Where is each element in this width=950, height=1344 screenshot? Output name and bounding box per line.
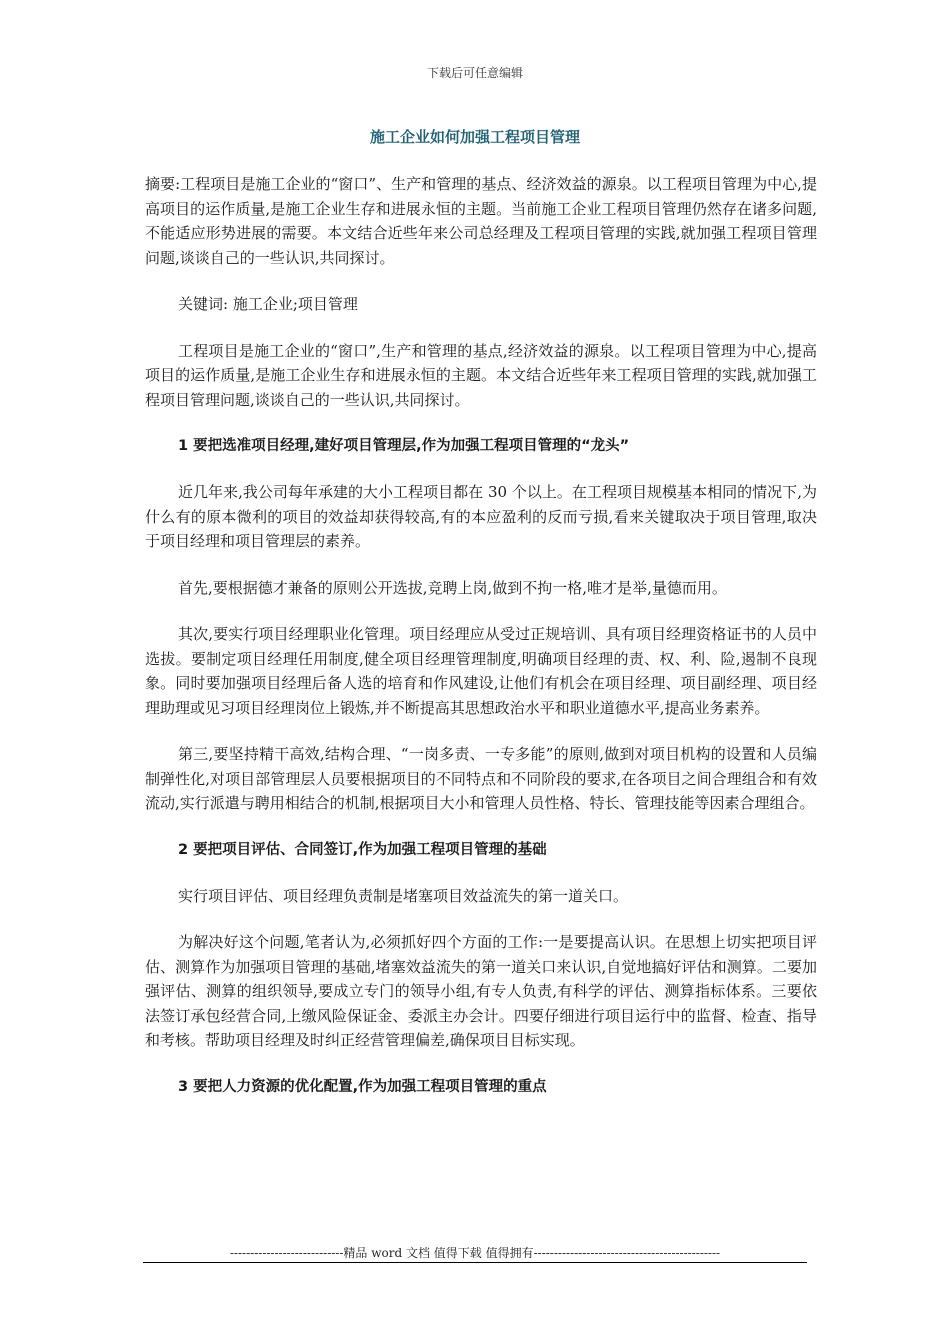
keywords-line: 关键词: 施工企业;项目管理 xyxy=(178,295,358,313)
section-2-paragraph-1: 实行项目评估、项目经理负责制是堵塞项目效益流失的第一道关口。 xyxy=(178,886,629,905)
intro-paragraph: 工程项目是施工企业的“窗口”,生产和管理的基点,经济效益的源泉。以工程项目管理为中心,提高项目的运作质量,是施工企业生存和进展永恒的主题。本文结合近些年来工程项目管理的实践,就加强工程项目管理问题,谈谈自己的一些认识,共同探讨。 xyxy=(145,341,817,409)
document-body xyxy=(145,172,817,1121)
section-1-heading: 1 要把选准项目经理,建好项目管理层,作为加强工程项目管理的“龙头” xyxy=(178,438,630,454)
document-title: 施工企业如何加强工程项目管理 xyxy=(369,128,580,146)
abstract-paragraph: 摘要:工程项目是施工企业的“窗口”、生产和管理的基点、经济效益的源泉。以工程项目管理为中心,提高项目的运作质量,是施工企业生存和进展永恒的主题。当前施工企业工程项目管理仍然存在诸多问题,不能适应形势进展的需要。本文结合近些年来公司总经理及工程项目管理的实践,就加强工程项目管理问题,谈谈自己的一些认识,共同探讨。 xyxy=(145,175,817,267)
header-note: 下载后可任意编辑 xyxy=(426,66,523,80)
section-2-paragraph-2: 为解决好这个问题,笔者认为,必须抓好四个方面的工作:一是要提高认识。在思想上切实把项目评估、测算作为加强项目管理的基础,堵塞效益流失的第一道关口来认识,自觉地搞好评估和测算。二要加强评估、测算的组织领导,要成立专门的领导小组,有专人负责,有科学的评估、测算指标体系。三要依法签订承包经营合同,上缴风险保证金、委派主办会计。四要仔细进行项目运行中的监督、检查、指导和考核。帮助项目经理及时纠正经营管理偏差,确保项目目标实现。 xyxy=(145,933,817,1049)
section-2-heading: 2 要把项目评估、合同签订,作为加强工程项目管理的基础 xyxy=(178,841,547,858)
section-1-paragraph-2: 首先,要根据德才兼备的原则公开选拔,竞聘上岗,做到不拘一格,唯才是举,量德而用。 xyxy=(178,578,727,597)
section-1-paragraph-3: 其次,要实行项目经理职业化管理。项目经理应从受过正规培训、具有项目经理资格证书的人员中选拔。要制定项目经理任用制度,健全项目经理管理制度,明确项目经理的责、权、利、险,遏制不良现象。同时要加强项目经理后备人选的培育和作风建设,让他们有机会在项目经理、项目副经理、项目经理助理或见习项目经理岗位上锻炼,并不断提高其思想政治水平和职业道德水平,提高业务素养。 xyxy=(145,625,817,717)
footer-divider xyxy=(143,1262,807,1263)
footer-text: ----------------------------精品 word 文档 值得下载 值得拥有---------------------------------------------- xyxy=(229,1246,721,1260)
section-1-paragraph-4: 第三,要坚持精干高效,结构合理、“一岗多责、一专多能”的原则,做到对项目机构的设置和人员编制弹性化,对项目部管理层人员要根据项目的不同特点和不同阶段的要求,在各项目之间合理组合和有效流动,实行派遣与聘用相结合的机制,根据项目大小和管理人员性格、特长、管理技能等因素合理组合。 xyxy=(145,745,817,812)
section-1-paragraph-1: 近几年来,我公司每年承建的大小工程项目都在 30 个以上。在工程项目规模基本相同的情况下,为什么有的原本微利的项目的效益却获得较高,有的本应盈利的反而亏损,看来关键取决于项目管理,取决于项目经理和项目管理层的素养。 xyxy=(145,483,817,550)
section-3-heading: 3 要把人力资源的优化配置,作为加强工程项目管理的重点 xyxy=(178,1078,547,1095)
